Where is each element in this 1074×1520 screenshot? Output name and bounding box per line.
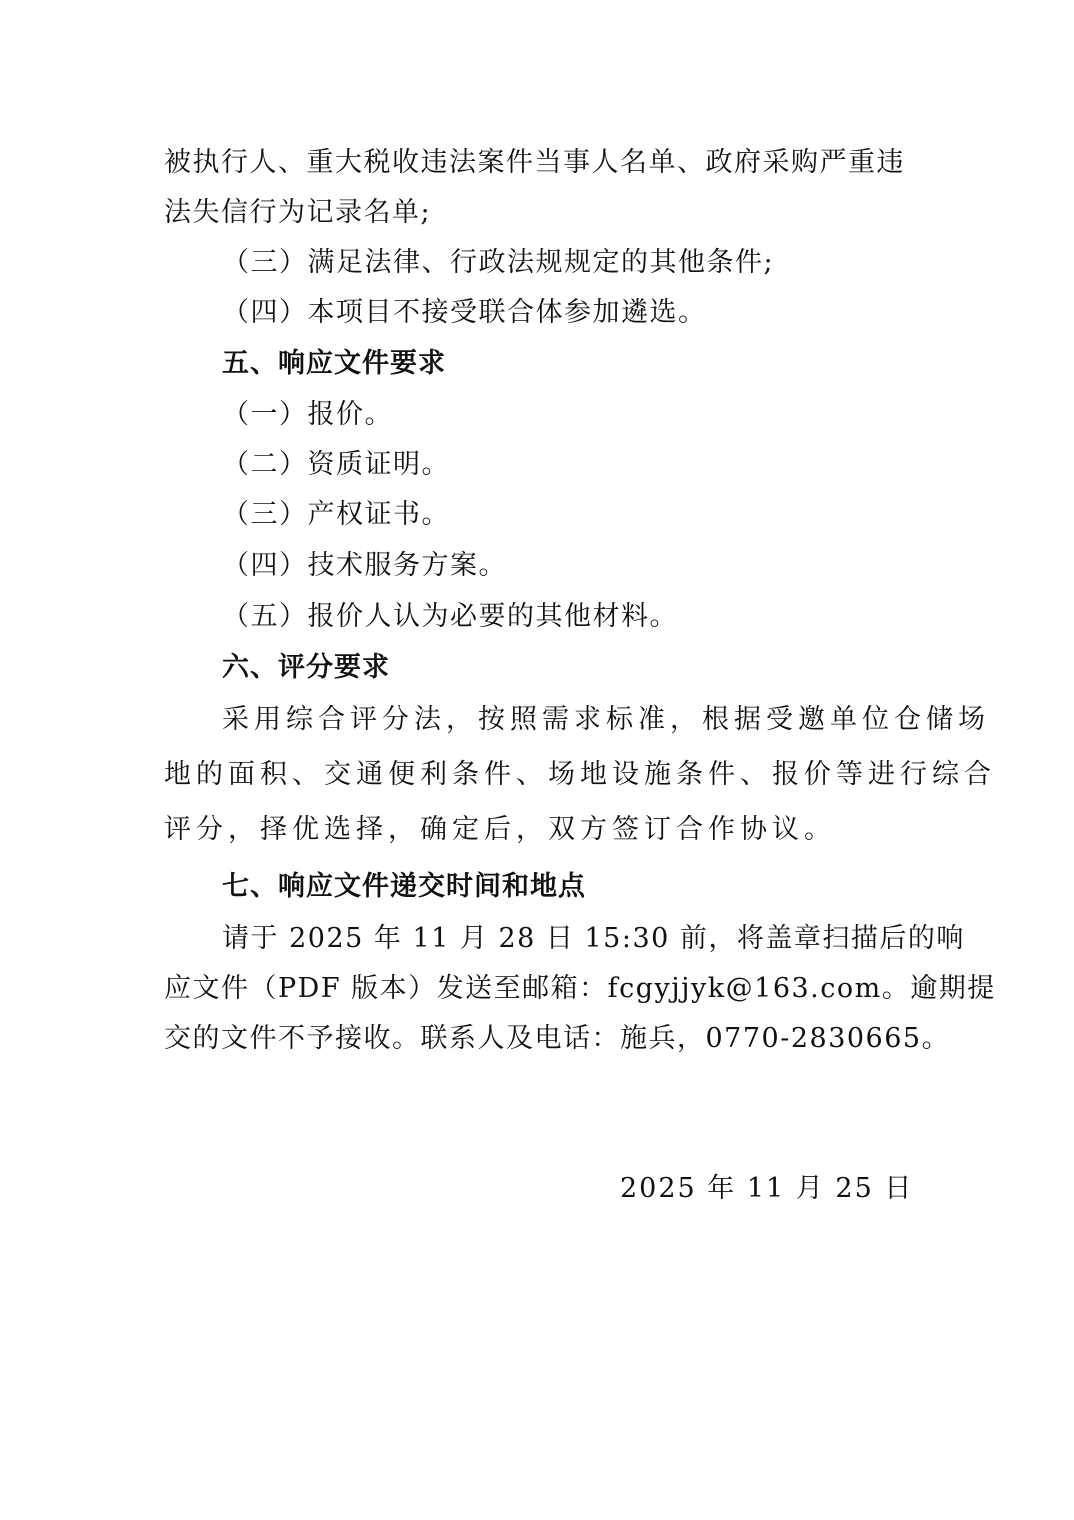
paragraph-line: 地的面积、交通便利条件、场地设施条件、报价等进行综合 bbox=[164, 759, 996, 790]
paragraph-line: 采用综合评分法，按照需求标准，根据受邀单位仓储场 bbox=[222, 704, 990, 735]
paragraph-line: 应文件（PDF 版本）发送至邮箱：fcgyjjyk@163.com。逾期提 bbox=[164, 973, 996, 1004]
document-date: 2025 年 11 月 25 日 bbox=[620, 1173, 914, 1204]
section-heading: 六、评分要求 bbox=[222, 652, 390, 683]
list-item: （一）报价。 bbox=[222, 399, 393, 430]
paragraph-line: 被执行人、重大税收违法案件当事人名单、政府采购严重违 bbox=[164, 147, 905, 178]
section-heading: 五、响应文件要求 bbox=[222, 348, 446, 379]
list-item: （三）满足法律、行政法规规定的其他条件; bbox=[222, 247, 775, 278]
list-item: （四）本项目不接受联合体参加遴选。 bbox=[222, 297, 707, 328]
list-item: （四）技术服务方案。 bbox=[222, 550, 507, 581]
paragraph-line: 评分，择优选择，确定后，双方签订合作协议。 bbox=[164, 814, 836, 845]
list-item: （五）报价人认为必要的其他材料。 bbox=[222, 601, 678, 632]
list-item: （三）产权证书。 bbox=[222, 499, 450, 530]
paragraph-line: 交的文件不予接收。联系人及电话：施兵，0770-2830665。 bbox=[164, 1023, 951, 1054]
paragraph-line: 法失信行为记录名单; bbox=[164, 197, 432, 228]
list-item: （二）资质证明。 bbox=[222, 449, 450, 480]
section-heading: 七、响应文件递交时间和地点 bbox=[222, 871, 586, 902]
paragraph-line: 请于 2025 年 11 月 28 日 15:30 前，将盖章扫描后的响 bbox=[222, 923, 965, 954]
